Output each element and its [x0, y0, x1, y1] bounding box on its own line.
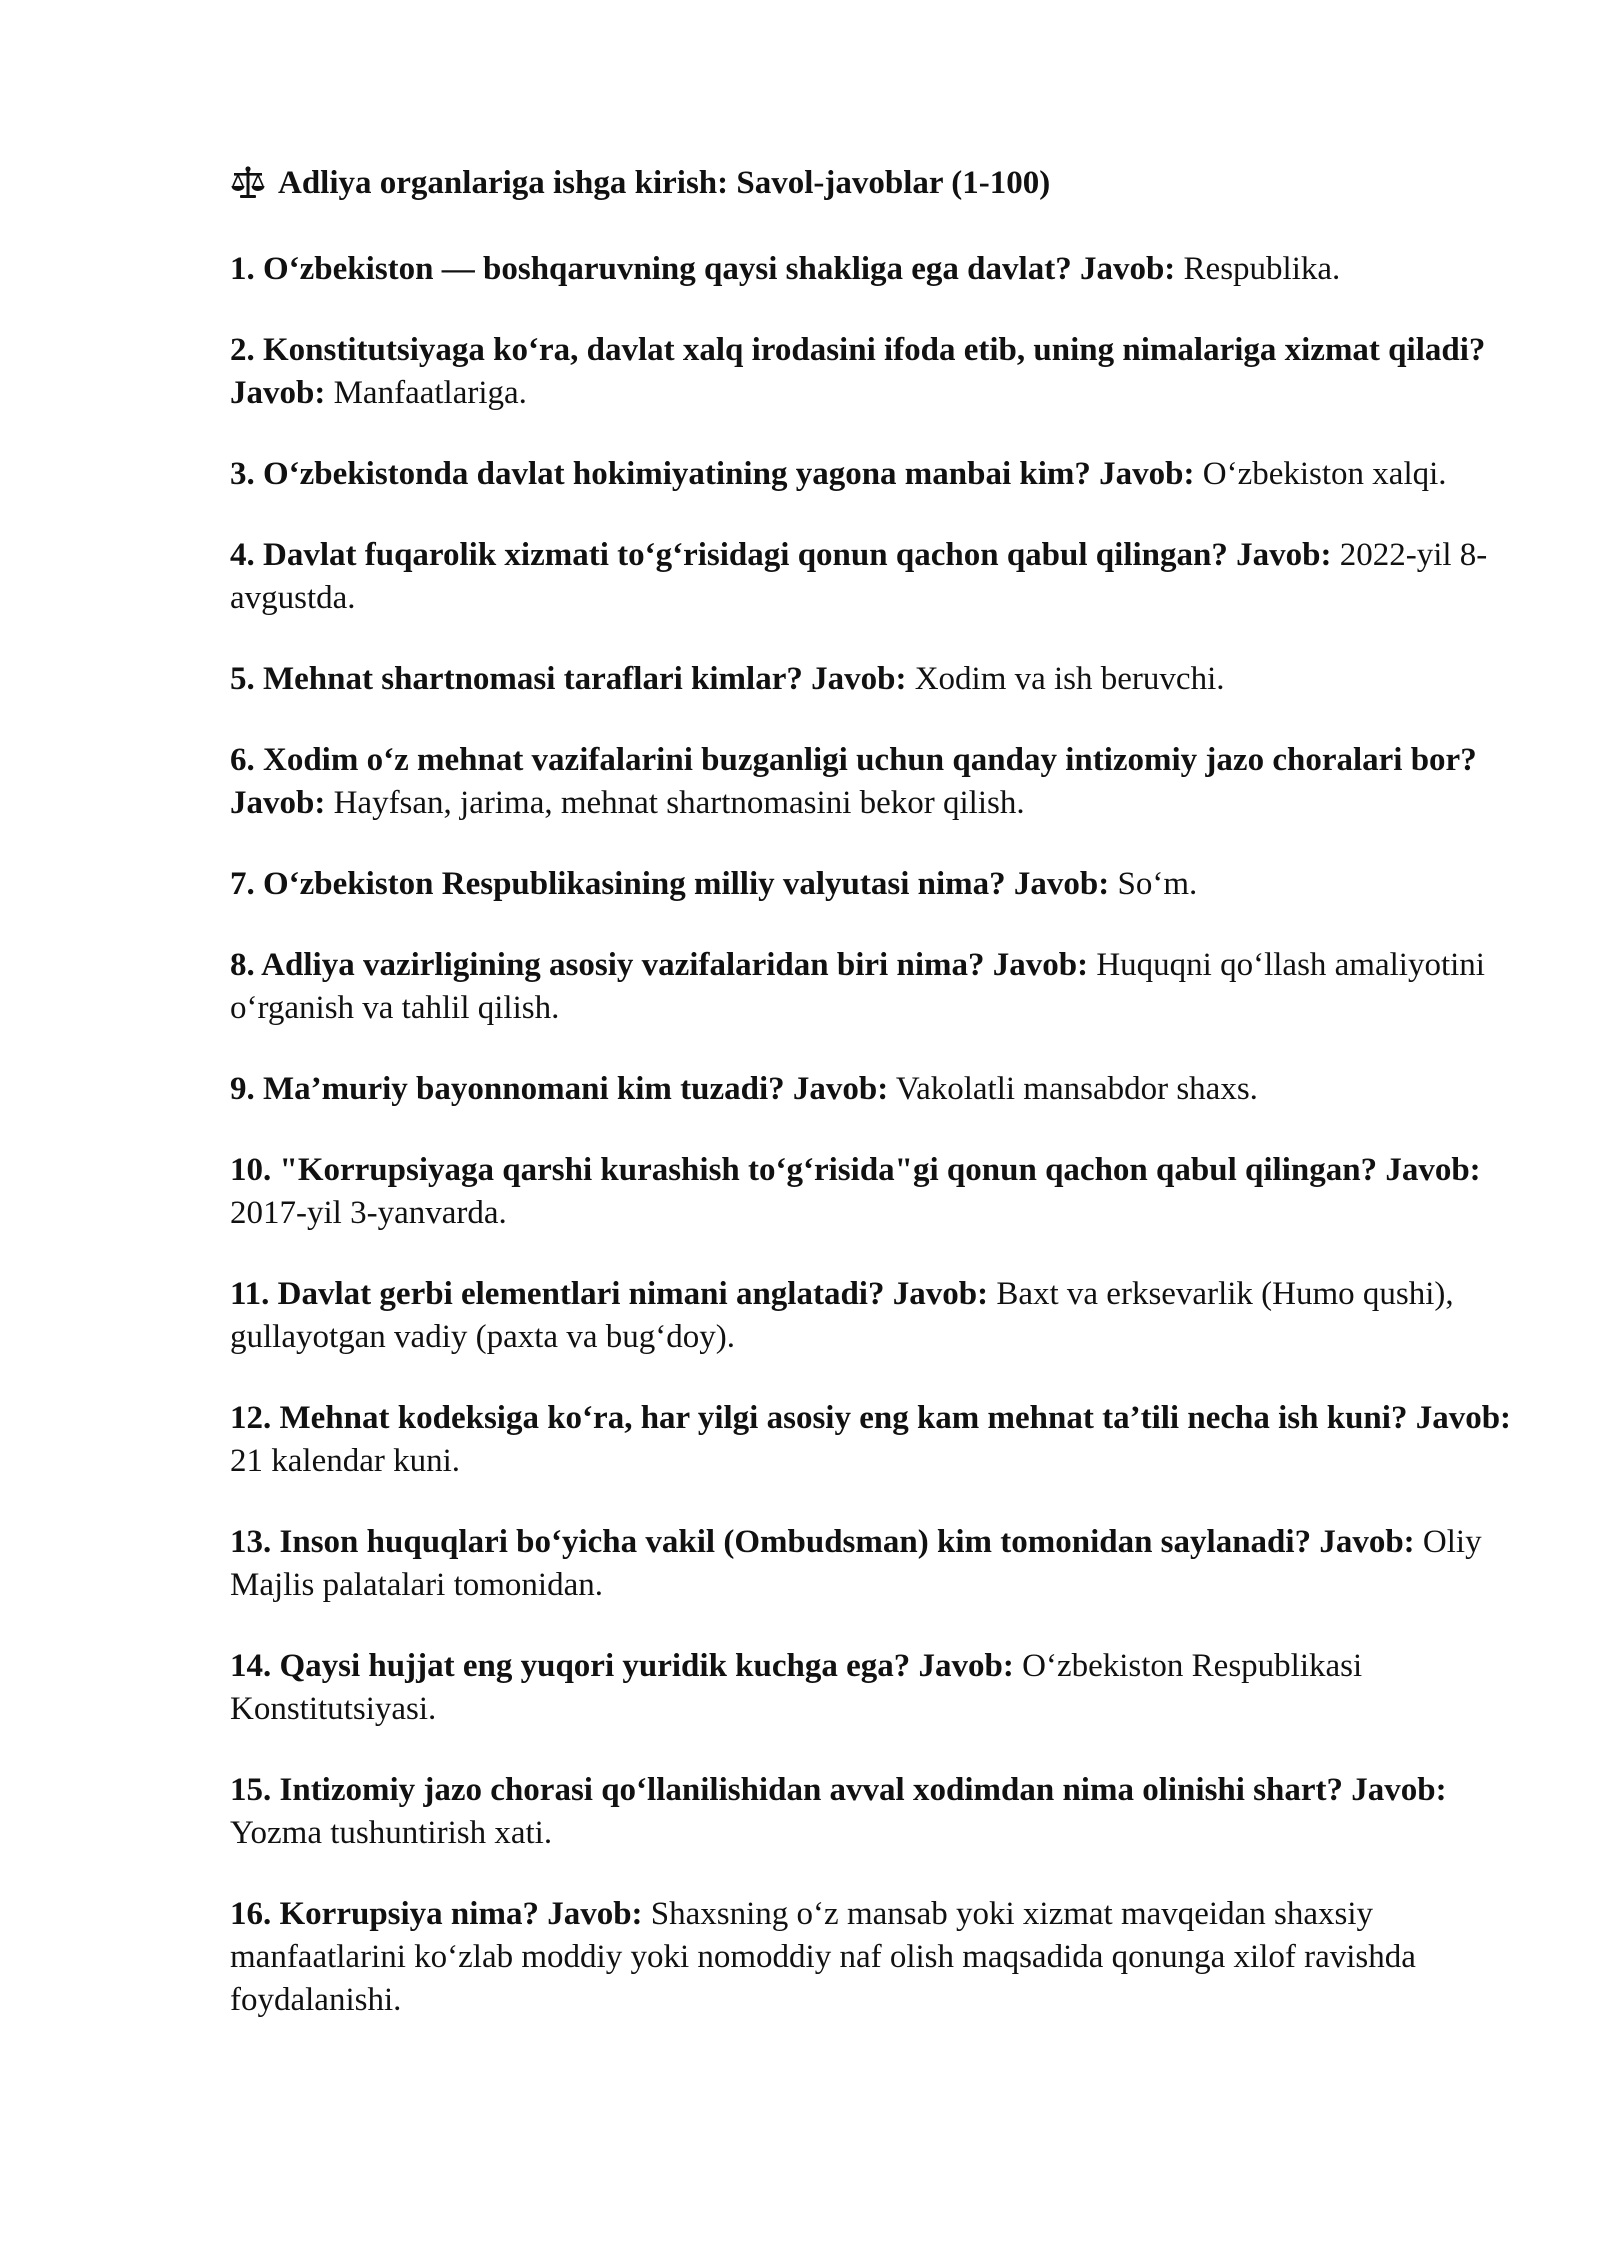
answer-text: O‘zbekiston xalqi.: [1202, 456, 1447, 492]
document-page: [230, 160, 1540, 2060]
question-text: 1. O‘zbekiston — boshqaruvning qaysi shakliga ega davlat?: [230, 251, 1072, 287]
qa-item: [230, 1893, 1540, 2022]
answer-label: Javob:: [992, 947, 1089, 983]
qa-item: [230, 1645, 1540, 1731]
answer-text: O‘zbekiston Respublikasi Konstitutsiyasi.: [230, 1648, 1363, 1727]
answer-label: Javob:: [1319, 1524, 1415, 1560]
document-title: Adliya organlariga ishga kirish: Savol-javoblar (1-100): [278, 165, 1051, 201]
question-text: 6. Xodim o‘z mehnat vazifalarini buzganligi uchun qanday intizomiy jazo choralari bor?: [230, 742, 1477, 778]
qa-item: [230, 329, 1540, 415]
answer-label: Javob:: [1079, 251, 1176, 287]
answer-text: Manfaatlariga.: [333, 375, 527, 411]
answer-label: Javob:: [1385, 1152, 1481, 1188]
qa-item: [230, 1769, 1540, 1855]
qa-item: [230, 534, 1540, 620]
answer-label: Javob:: [1099, 456, 1195, 492]
question-text: 2. Konstitutsiyaga ko‘ra, davlat xalq irodasini ifoda etib, uning nimalariga xizmat qiladi?: [230, 332, 1486, 368]
qa-item: [230, 453, 1540, 496]
answer-text: Oliy Majlis palatalari tomonidan.: [230, 1524, 1482, 1603]
answer-text: Huquqni qo‘llash amaliyotini o‘rganish va tahlil qilish.: [230, 947, 1485, 1026]
scales-icon: [230, 165, 266, 201]
qa-item: [230, 863, 1540, 906]
question-text: 10. "Korrupsiyaga qarshi kurashish to‘g‘risida"gi qonun qachon qabul qilingan?: [230, 1152, 1378, 1188]
qa-list: [230, 248, 1540, 2022]
answer-label: Javob:: [1013, 866, 1110, 902]
answer-text: 2017-yil 3-yanvarda.: [230, 1195, 507, 1231]
qa-item: [230, 1397, 1540, 1483]
answer-text: Yozma tushuntirish xati.: [230, 1815, 553, 1851]
answer-label: Javob:: [811, 661, 907, 697]
answer-label: Javob:: [1415, 1400, 1512, 1436]
answer-text: Hayfsan, jarima, mehnat shartnomasini bekor qilish.: [333, 785, 1025, 821]
question-text: 8. Adliya vazirligining asosiy vazifalaridan biri nima?: [230, 947, 985, 983]
question-text: 3. O‘zbekistonda davlat hokimiyatining yagona manbai kim?: [230, 456, 1091, 492]
answer-text: Baxt va erksevarlik (Humo qushi), gullayotgan vadiy (paxta va bug‘doy).: [230, 1276, 1454, 1355]
answer-label: Javob:: [1236, 537, 1332, 573]
question-text: 13. Inson huquqlari bo‘yicha vakil (Ombudsman) kim tomonidan saylanadi?: [230, 1524, 1312, 1560]
answer-label: Javob:: [918, 1648, 1014, 1684]
question-text: 9. Ma’muriy bayonnomani kim tuzadi?: [230, 1071, 785, 1107]
answer-label: Javob:: [792, 1071, 889, 1107]
qa-item: [230, 248, 1540, 291]
answer-text: Respublika.: [1183, 251, 1341, 287]
answer-text: So‘m.: [1117, 866, 1198, 902]
answer-label: Javob:: [892, 1276, 989, 1312]
answer-label: Javob:: [1351, 1772, 1447, 1808]
question-text: 11. Davlat gerbi elementlari nimani anglatadi?: [230, 1276, 885, 1312]
qa-item: [230, 1521, 1540, 1607]
question-text: 12. Mehnat kodeksiga ko‘ra, har yilgi asosiy eng kam mehnat ta’tili necha ish kuni?: [230, 1400, 1408, 1436]
question-text: 14. Qaysi hujjat eng yuqori yuridik kuchga ega?: [230, 1648, 911, 1684]
answer-text: Vakolatli mansabdor shaxs.: [895, 1071, 1258, 1107]
answer-label: Javob:: [547, 1896, 643, 1932]
qa-item: [230, 1273, 1540, 1359]
qa-item: [230, 658, 1540, 701]
answer-text: Shaxsning o‘z mansab yoki xizmat mavqeidan shaxsiy manfaatlarini ko‘zlab moddiy yoki nomoddiy naf olish maqsadida qonunga xilof ravishda foydalanishi.: [230, 1896, 1416, 2018]
qa-item: [230, 1068, 1540, 1111]
answer-text: 2022-yil 8-avgustda.: [230, 537, 1488, 616]
answer-text: 21 kalendar kuni.: [230, 1443, 461, 1479]
qa-item: [230, 1149, 1540, 1235]
question-text: 5. Mehnat shartnomasi taraflari kimlar?: [230, 661, 803, 697]
question-text: 15. Intizomiy jazo chorasi qo‘llanilishidan avval xodimdan nima olinishi shart?: [230, 1772, 1344, 1808]
answer-label: Javob:: [230, 375, 326, 411]
question-text: 16. Korrupsiya nima?: [230, 1896, 539, 1932]
answer-label: Javob:: [230, 785, 326, 821]
qa-item: [230, 944, 1540, 1030]
qa-item: [230, 739, 1540, 825]
question-text: 7. O‘zbekiston Respublikasining milliy valyutasi nima?: [230, 866, 1006, 902]
document-title-row: [230, 160, 1540, 206]
question-text: 4. Davlat fuqarolik xizmati to‘g‘risidagi qonun qachon qabul qilingan?: [230, 537, 1228, 573]
answer-text: Xodim va ish beruvchi.: [914, 661, 1225, 697]
